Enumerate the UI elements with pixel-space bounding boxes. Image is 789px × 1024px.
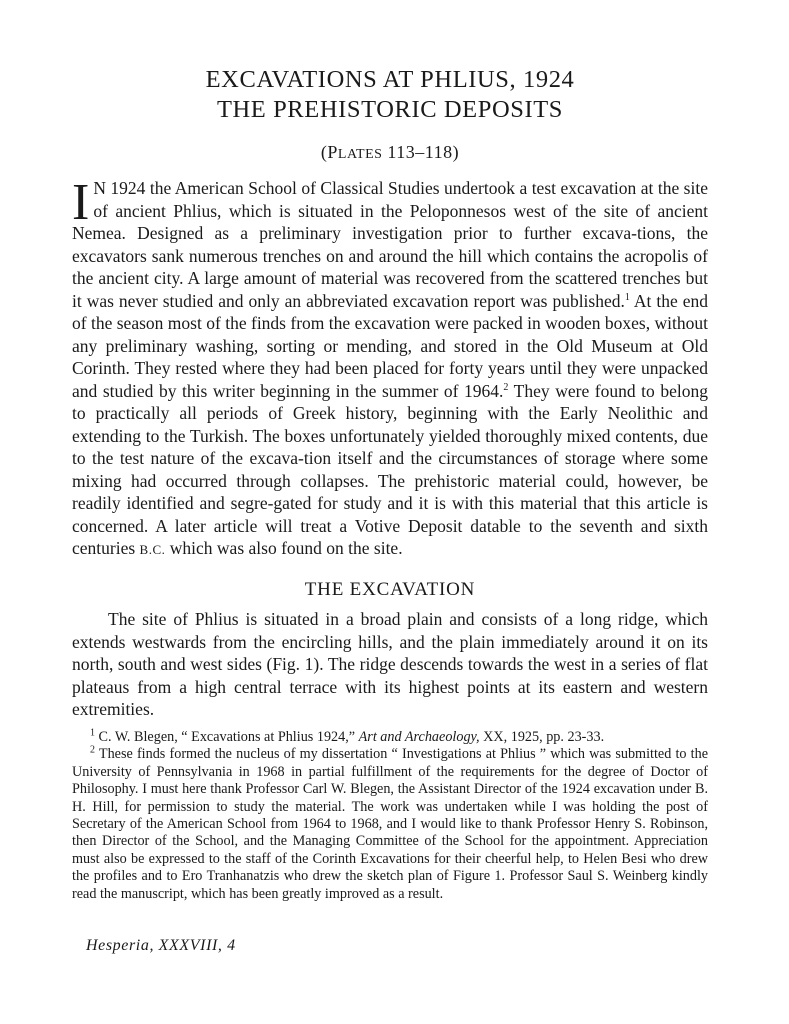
journal-citation: Hesperia, XXXVIII, 4: [86, 937, 236, 954]
plates-range: 113–118): [382, 142, 460, 162]
footnote-2: [72, 746, 708, 903]
intro-paragraph: [72, 174, 708, 562]
footnote-ref-1[interactable]: 1: [624, 291, 630, 303]
plates-open: (P: [320, 142, 338, 162]
footnote-2-number: 2: [90, 744, 95, 756]
article-title-line1: EXCAVATIONS AT PHLIUS, 1924: [205, 66, 575, 93]
intro-text-part4: which was also found on the site.: [165, 538, 403, 558]
intro-text-part2: At the end of the season most of the finds from the excavation were packed in wooden boxes, without any preliminary washing, sorting or mending, and stored in the Old Museum at Old Corinth. They rested where they had been placed for forty years until they were unpacked and studied by this writer beginning in the summer of 1964.: [72, 290, 708, 401]
intro-text-part1: N 1924 the American School of Classical Studies undertook a test excavation at the site of ancient Phlius, which is situated in the Peloponnesos west of the site of ancient Nemea. Designed as a preliminary investigation prior to further excava-tions, the excavators sank numerous trenches on and around the hill which contains the acropolis of the ancient city. A large amount of material was recovered from the scattered trenches but it was never studied and only an abbreviated excavation report was published.: [72, 178, 708, 311]
footnote-1-journal: Art and Archaeology,: [358, 729, 480, 745]
footnote-ref-2[interactable]: 2: [503, 381, 509, 393]
footnotes: [72, 729, 708, 903]
footnote-1-text-a: C. W. Blegen, “ Excavations at Phlius 1924,”: [95, 729, 359, 745]
era-abbrev: B.C.: [139, 542, 166, 557]
section-paragraph: The site of Phlius is situated in a broad plain and consists of a long ridge, which extends westwards from the encircling hills, and the plain immediately around it on its north, south and west sides (Fig. 1). The ridge descends towards the west in a series of flat plateaus from a high central terrace with its highest points at its eastern and western extremities.: [72, 609, 708, 719]
plates-reference: [72, 141, 708, 166]
intro-text-part3: They were found to belong to practically all periods of Greek history, beginning with the Early Neolithic and extending to the Turkish. The boxes unfortunately yielded thoroughly mixed contents, due to the test nature of the excava-tion itself and the circumstances of storage where some mixing had occurred through collapses. The prehistoric material could, however, be readily identified and segre-gated for study and it is with this material that this article is concerned. A later article will treat a Votive Deposit datable to the seventh and sixth centuries: [72, 380, 708, 558]
footnote-2-text: These finds formed the nucleus of my dissertation “ Investigations at Phlius ” which was submitted to the University of Pennsylvania in 1968 in partial fulfillment of the requirements for the degree of Doctor of Philosophy. I must here thank Professor Carl W. Blegen, the Assistant Director of the 1924 excavation under B. H. Hill, for permission to study the material. The work was undertaken while I was holding the post of Secretary of the American School from 1964 to 1968, and I would like to thank Professor Henry S. Robinson, then Director of the School, and the Managing Committee of the School for the appointment. Appreciation must also be expressed to the staff of the Corinth Excavations for their cheerful help, to Helen Besi who drew the profiles and to Ero Tranhanatzis who drew the sketch plan of Figure 1. Professor Saul S. Weinberg kindly read the manuscript, which has been greatly improved as a result.: [72, 746, 708, 902]
drop-cap: I: [72, 174, 90, 231]
footnote-1: [72, 729, 708, 746]
footnote-1-number: 1: [90, 727, 95, 739]
footnote-1-text-b: XX, 1925, pp. 23-33.: [479, 729, 605, 745]
section-heading: THE EXCAVATION: [304, 579, 476, 600]
plates-smallcaps: LATES: [337, 147, 383, 162]
article-title-line2: THE PREHISTORIC DEPOSITS: [216, 96, 564, 123]
